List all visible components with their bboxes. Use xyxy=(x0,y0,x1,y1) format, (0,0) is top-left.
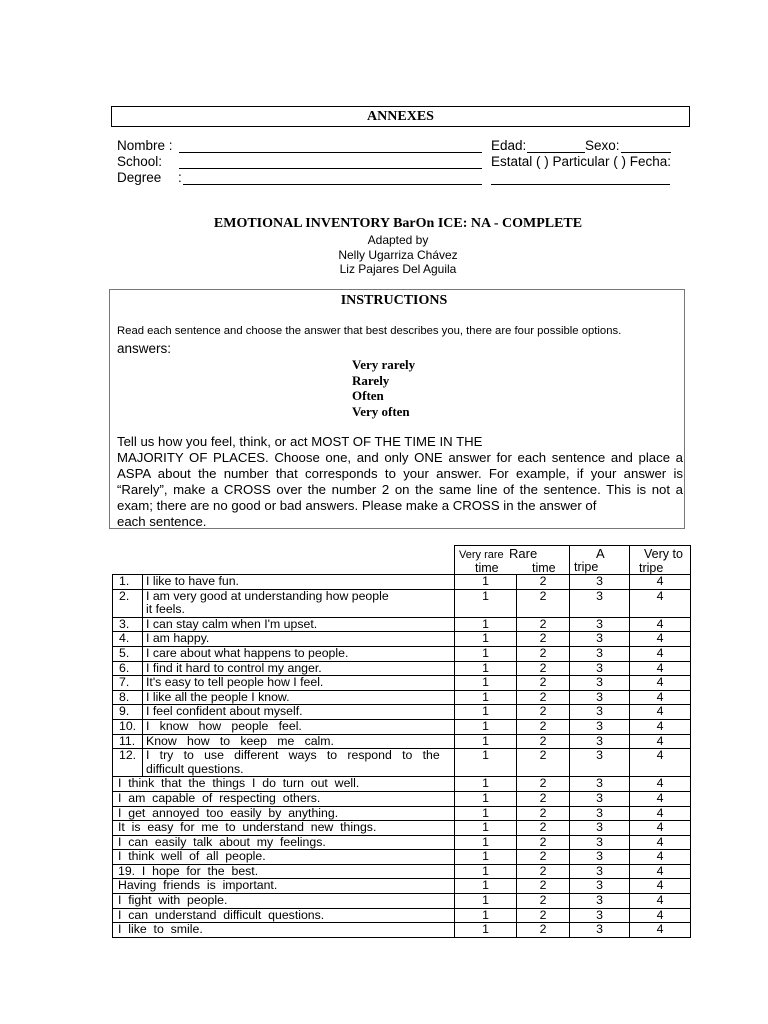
item-number: 9. xyxy=(113,705,143,720)
item-statement xyxy=(143,749,455,777)
answer-often[interactable]: 3 xyxy=(570,690,630,705)
author-1: Nelly Ugarriza Chávez xyxy=(338,248,458,262)
answer-very-often[interactable]: 4 xyxy=(630,879,691,894)
age-field-line[interactable] xyxy=(527,152,585,153)
answer-rarely[interactable]: 2 xyxy=(517,894,570,909)
answer-often[interactable]: 3 xyxy=(570,879,630,894)
item-statement-text: I like all the people I know. xyxy=(146,689,290,704)
table-row xyxy=(113,676,691,691)
answer-very-often[interactable]: 4 xyxy=(630,864,691,879)
answer-very-often[interactable]: 4 xyxy=(630,690,691,705)
answer-very-often[interactable]: 4 xyxy=(630,894,691,909)
answer-often[interactable]: 3 xyxy=(570,661,630,676)
answer-very-rarely[interactable]: 1 xyxy=(455,646,517,661)
option-often: Often xyxy=(352,388,384,403)
table-row xyxy=(113,575,691,590)
answer-rarely[interactable]: 2 xyxy=(517,632,570,647)
item-statement xyxy=(143,719,455,734)
header-very-rare: Very rare xyxy=(459,549,504,561)
item-statement-continuation: difficult questions. xyxy=(146,761,244,776)
item-statement-text: I am very good at understanding how people xyxy=(146,588,389,603)
degree-field-line[interactable] xyxy=(183,184,482,185)
answer-very-often[interactable]: 4 xyxy=(630,908,691,923)
table-row xyxy=(113,777,691,792)
answer-often[interactable]: 3 xyxy=(570,719,630,734)
answer-often[interactable]: 3 xyxy=(570,791,630,806)
answer-rarely[interactable]: 2 xyxy=(517,705,570,720)
answer-very-rarely[interactable]: 1 xyxy=(455,661,517,676)
answer-rarely[interactable]: 2 xyxy=(517,719,570,734)
item-number: 1. xyxy=(113,575,143,590)
item-statement: Having friends is important. xyxy=(113,879,455,894)
inventory-title: EMOTIONAL INVENTORY BarOn ICE: NA - COMPLETE xyxy=(213,216,583,231)
degree-label: Degree xyxy=(117,170,162,185)
answer-very-rarely[interactable]: 1 xyxy=(455,850,517,865)
instructions-line: exam; there are no good or bad answers. Please make a CROSS in the answer of xyxy=(117,498,597,513)
answer-rarely[interactable]: 2 xyxy=(517,835,570,850)
answer-rarely[interactable]: 2 xyxy=(517,734,570,749)
degree-colon: : xyxy=(178,170,182,185)
item-statement-text: I know how people feel. xyxy=(146,718,302,733)
table-row xyxy=(113,821,691,836)
table-row xyxy=(113,908,691,923)
answer-rarely[interactable]: 2 xyxy=(517,661,570,676)
item-statement: I am capable of respecting others. xyxy=(113,791,455,806)
instructions-intro-2: answers: xyxy=(117,341,172,356)
table-row xyxy=(113,879,691,894)
item-statement-text: I am happy. xyxy=(146,631,210,646)
answer-very-often[interactable]: 4 xyxy=(630,589,691,617)
header-rare: Rare xyxy=(509,546,538,561)
answer-very-often[interactable]: 4 xyxy=(630,646,691,661)
instructions-box xyxy=(109,289,685,529)
answer-very-often[interactable]: 4 xyxy=(630,575,691,590)
table-row xyxy=(113,632,691,647)
answer-rarely[interactable]: 2 xyxy=(517,923,570,938)
table-row xyxy=(113,835,691,850)
answer-very-rarely[interactable]: 1 xyxy=(455,734,517,749)
option-very-rarely: Very rarely xyxy=(352,357,416,372)
item-statement: I like to smile. xyxy=(113,923,455,938)
answer-rarely[interactable]: 2 xyxy=(517,908,570,923)
item-statement-text: Know how to keep me calm. xyxy=(146,733,334,748)
answer-rarely[interactable]: 2 xyxy=(517,617,570,632)
answer-very-rarely[interactable]: 1 xyxy=(455,705,517,720)
table-row xyxy=(113,923,691,938)
sex-field-line[interactable] xyxy=(621,152,671,153)
answer-very-rarely[interactable]: 1 xyxy=(455,575,517,590)
answer-often[interactable]: 3 xyxy=(570,777,630,792)
school-type-label: Estatal ( ) Particular ( ) Fecha: xyxy=(491,154,672,169)
header-very-rare-rare xyxy=(455,546,570,575)
answer-often[interactable]: 3 xyxy=(570,806,630,821)
answer-very-rarely[interactable]: 1 xyxy=(455,806,517,821)
answer-rarely[interactable]: 2 xyxy=(517,589,570,617)
sex-label: Sexo: xyxy=(585,138,620,153)
table-row xyxy=(113,661,691,676)
answer-very-rarely[interactable]: 1 xyxy=(455,791,517,806)
answer-very-often[interactable]: 4 xyxy=(630,617,691,632)
item-statement xyxy=(143,575,455,590)
instructions-line: “Rarely”, make a CROSS over the number 2 on the same line of the sentence. This is not a xyxy=(117,482,683,497)
answer-often[interactable]: 3 xyxy=(570,835,630,850)
item-statement xyxy=(143,617,455,632)
item-statement: It is easy for me to understand new things. xyxy=(113,821,455,836)
instructions-line: ASPA about the number that corresponds to your answer. For example, if your answer is xyxy=(117,466,683,481)
answer-often[interactable]: 3 xyxy=(570,617,630,632)
item-statement xyxy=(143,632,455,647)
answer-very-rarely[interactable]: 1 xyxy=(455,676,517,691)
item-statement-text: It's easy to tell people how I feel. xyxy=(146,675,324,690)
table-row xyxy=(113,894,691,909)
answer-often[interactable]: 3 xyxy=(570,632,630,647)
header-tripe-1: tripe xyxy=(574,560,599,574)
answer-very-rarely[interactable]: 1 xyxy=(455,719,517,734)
author-2: Liz Pajares Del Aguila xyxy=(339,262,457,276)
item-statement: I think well of all people. xyxy=(113,850,455,865)
answer-often[interactable]: 3 xyxy=(570,575,630,590)
annexes-title: ANNEXES xyxy=(367,109,434,124)
header-a: A xyxy=(596,546,605,561)
annexes-header-box xyxy=(111,106,690,127)
answer-often[interactable]: 3 xyxy=(570,850,630,865)
item-statement xyxy=(143,646,455,661)
item-number: 3. xyxy=(113,617,143,632)
answer-rarely[interactable]: 2 xyxy=(517,879,570,894)
header-spacer xyxy=(113,546,455,575)
answer-very-often[interactable]: 4 xyxy=(630,719,691,734)
item-statement-text: I can stay calm when I'm upset. xyxy=(146,616,318,631)
item-statement: I think that the things I do turn out well. xyxy=(113,777,455,792)
inventory-table xyxy=(112,545,691,938)
item-statement: I can easily talk about my feelings. xyxy=(113,835,455,850)
item-number: 8. xyxy=(113,690,143,705)
item-statement xyxy=(143,661,455,676)
answer-very-rarely[interactable]: 1 xyxy=(455,749,517,777)
header-time-1: time xyxy=(475,561,499,575)
option-rarely: Rarely xyxy=(352,373,390,388)
answer-rarely[interactable]: 2 xyxy=(517,575,570,590)
item-statement: I fight with people. xyxy=(113,894,455,909)
answer-very-often[interactable]: 4 xyxy=(630,821,691,836)
adapted-by: Adapted by xyxy=(367,233,429,247)
school-label: School: xyxy=(117,154,163,169)
answer-very-often[interactable]: 4 xyxy=(630,705,691,720)
name-label: Nombre : xyxy=(117,138,173,153)
answer-often[interactable]: 3 xyxy=(570,676,630,691)
answer-very-often[interactable]: 4 xyxy=(630,806,691,821)
item-number: 10. xyxy=(113,719,143,734)
answer-often[interactable]: 3 xyxy=(570,646,630,661)
item-statement xyxy=(143,676,455,691)
answer-rarely[interactable]: 2 xyxy=(517,646,570,661)
answer-very-rarely[interactable]: 1 xyxy=(455,923,517,938)
table-row xyxy=(113,589,691,617)
answer-very-often[interactable]: 4 xyxy=(630,661,691,676)
answer-very-often[interactable]: 4 xyxy=(630,850,691,865)
header-very-to: Very to xyxy=(644,547,683,561)
item-number: 7. xyxy=(113,676,143,691)
answer-very-rarely[interactable]: 1 xyxy=(455,617,517,632)
answer-rarely[interactable]: 2 xyxy=(517,676,570,691)
instructions-intro: Read each sentence and choose the answer that best describes you, there are four possible options. xyxy=(117,325,622,337)
table-row xyxy=(113,749,691,777)
answer-very-often[interactable]: 4 xyxy=(630,835,691,850)
item-number: 4. xyxy=(113,632,143,647)
item-statement: 19. I hope for the best. xyxy=(113,864,455,879)
table-row xyxy=(113,850,691,865)
table-row xyxy=(113,734,691,749)
answer-very-rarely[interactable]: 1 xyxy=(455,777,517,792)
item-number: 6. xyxy=(113,661,143,676)
answer-rarely[interactable]: 2 xyxy=(517,864,570,879)
answer-very-often[interactable]: 4 xyxy=(630,632,691,647)
item-statement xyxy=(143,589,455,617)
name-field-line[interactable] xyxy=(179,152,482,153)
answer-rarely[interactable]: 2 xyxy=(517,850,570,865)
table-row xyxy=(113,705,691,720)
instructions-line: each sentence. xyxy=(117,514,207,529)
item-statement-text: I find it hard to control my anger. xyxy=(146,660,322,675)
item-number: 12. xyxy=(113,749,143,777)
table-row xyxy=(113,864,691,879)
answer-very-rarely[interactable]: 1 xyxy=(455,894,517,909)
answer-often[interactable]: 3 xyxy=(570,894,630,909)
answer-often[interactable]: 3 xyxy=(570,908,630,923)
answer-often[interactable]: 3 xyxy=(570,749,630,777)
answer-often[interactable]: 3 xyxy=(570,589,630,617)
item-statement xyxy=(143,705,455,720)
instructions-line: MAJORITY OF PLACES. Choose one, and only ONE answer for each sentence and place a xyxy=(117,450,683,465)
answer-very-rarely[interactable]: 1 xyxy=(455,908,517,923)
item-statement: I get annoyed too easily by anything. xyxy=(113,806,455,821)
answer-very-rarely[interactable]: 1 xyxy=(455,864,517,879)
answer-rarely[interactable]: 2 xyxy=(517,821,570,836)
answer-rarely[interactable]: 2 xyxy=(517,690,570,705)
item-number: 5. xyxy=(113,646,143,661)
answer-often[interactable]: 3 xyxy=(570,821,630,836)
answer-very-rarely[interactable]: 1 xyxy=(455,632,517,647)
header-a-tripe xyxy=(570,546,630,575)
answer-rarely[interactable]: 2 xyxy=(517,749,570,777)
item-statement-continuation: it feels. xyxy=(146,602,185,617)
answer-very-often[interactable]: 4 xyxy=(630,749,691,777)
answer-often[interactable]: 3 xyxy=(570,864,630,879)
item-statement-text: I feel confident about myself. xyxy=(146,704,303,719)
option-very-often: Very often xyxy=(352,404,410,419)
table-row xyxy=(113,806,691,821)
answer-very-rarely[interactable]: 1 xyxy=(455,589,517,617)
answer-very-often[interactable]: 4 xyxy=(630,791,691,806)
answer-very-often[interactable]: 4 xyxy=(630,676,691,691)
item-number: 11. xyxy=(113,734,143,749)
answer-often[interactable]: 3 xyxy=(570,734,630,749)
table-header-row xyxy=(113,546,691,575)
school-field-line[interactable] xyxy=(179,168,482,169)
answer-often[interactable]: 3 xyxy=(570,923,630,938)
answer-very-often[interactable]: 4 xyxy=(630,734,691,749)
header-tripe-2: tripe xyxy=(639,561,664,575)
answer-very-rarely[interactable]: 1 xyxy=(455,690,517,705)
answer-very-rarely[interactable]: 1 xyxy=(455,879,517,894)
item-statement xyxy=(143,734,455,749)
table-row xyxy=(113,791,691,806)
item-statement: I can understand difficult questions. xyxy=(113,908,455,923)
item-statement-text: I care about what happens to people. xyxy=(146,645,349,660)
answer-very-often[interactable]: 4 xyxy=(630,777,691,792)
answer-very-rarely[interactable]: 1 xyxy=(455,821,517,836)
header-time-2: time xyxy=(532,561,556,575)
header-very-to-tripe xyxy=(630,546,691,575)
item-statement-text: I try to use different ways to respond to the xyxy=(146,748,440,763)
answer-often[interactable]: 3 xyxy=(570,705,630,720)
table-row xyxy=(113,646,691,661)
instructions-line: Tell us how you feel, think, or act MOST OF THE TIME IN THE xyxy=(117,434,483,449)
item-statement xyxy=(143,690,455,705)
date-field-line[interactable] xyxy=(491,184,670,185)
instructions-body xyxy=(117,434,683,530)
answer-very-rarely[interactable]: 1 xyxy=(455,835,517,850)
answer-rarely[interactable]: 2 xyxy=(517,777,570,792)
instructions-title: INSTRUCTIONS xyxy=(340,293,448,308)
table-row xyxy=(113,690,691,705)
item-number: 2. xyxy=(113,589,143,617)
age-label: Edad: xyxy=(491,138,527,153)
answer-very-often[interactable]: 4 xyxy=(630,923,691,938)
item-statement-text: I like to have fun. xyxy=(146,574,239,588)
answer-rarely[interactable]: 2 xyxy=(517,806,570,821)
table-row xyxy=(113,719,691,734)
answer-rarely[interactable]: 2 xyxy=(517,791,570,806)
table-row xyxy=(113,617,691,632)
